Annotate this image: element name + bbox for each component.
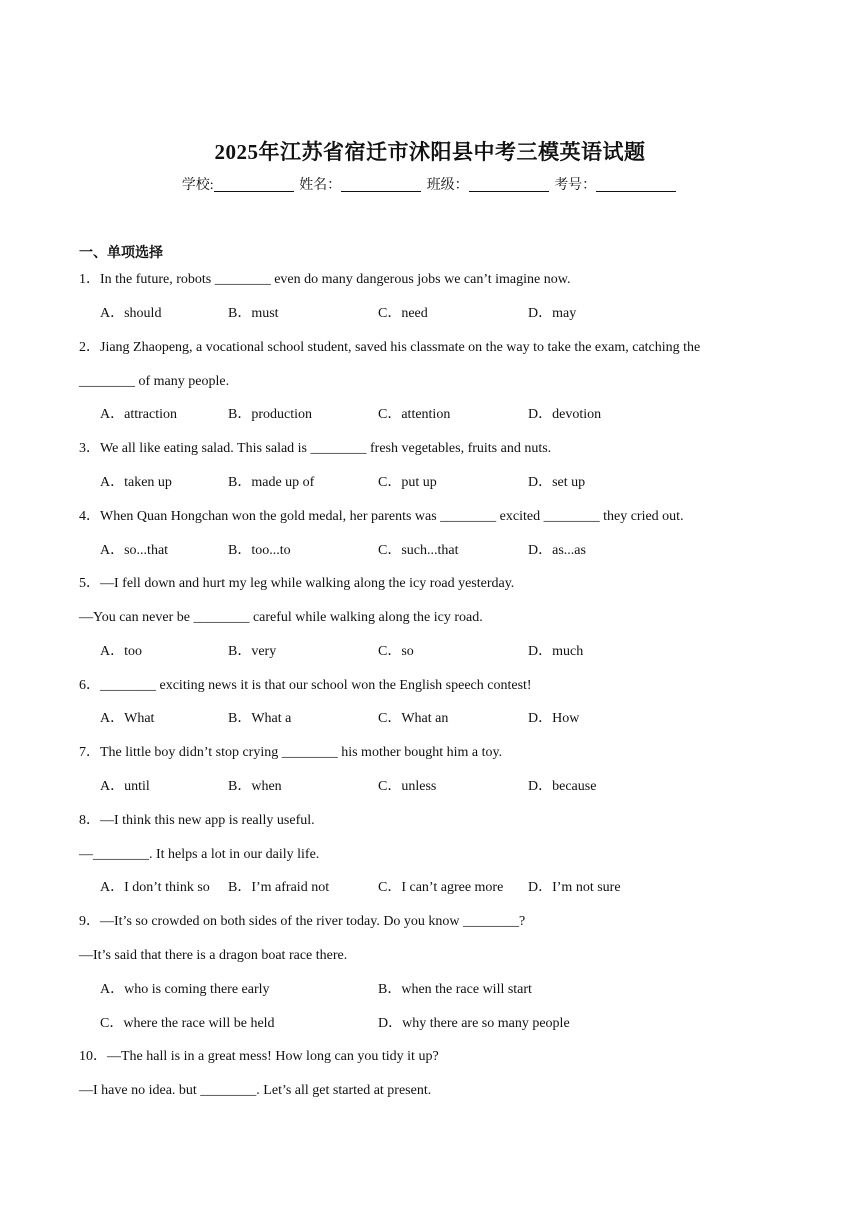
q6-option-c[interactable]: C．What an (378, 711, 449, 726)
q3-option-c[interactable]: C．put up (378, 475, 437, 490)
q2-option-a[interactable]: A．attraction (100, 407, 177, 422)
question-1-text: 1．In the future, robots ________ even do many dangerous jobs we can’t imagine now. (79, 272, 571, 287)
q5-option-c[interactable]: C．so (378, 644, 414, 659)
question-4-text: 4．When Quan Hongchan won the gold medal, her parents was ________ excited ________ they cried out. (79, 509, 684, 524)
q4-option-c[interactable]: C．such...that (378, 543, 459, 558)
q9-option-d[interactable]: D．why there are so many people (378, 1016, 570, 1031)
question-2-text-cont: ________ of many people. (79, 374, 230, 389)
question-3-text: 3．We all like eating salad. This salad is ________ fresh vegetables, fruits and nuts. (79, 441, 552, 456)
name-blank[interactable] (341, 177, 421, 192)
q8-option-c[interactable]: C．I can’t agree more (378, 880, 504, 895)
section-heading: 一、单项选择 (79, 245, 163, 261)
q4-option-d[interactable]: D．as...as (528, 543, 586, 558)
q2-option-d[interactable]: D．devotion (528, 407, 602, 422)
question-5-text-cont: —You can never be ________ careful while walking along the icy road. (79, 610, 483, 625)
exam-no-label: 考号： (554, 178, 597, 193)
question-7-text: 7．The little boy didn’t stop crying ________ his mother bought him a toy. (79, 745, 503, 760)
class-label: 班级： (426, 178, 469, 193)
question-10-text-cont: —I have no idea. but ________. Let’s all get started at present. (79, 1083, 432, 1098)
q1-option-c[interactable]: C．need (378, 306, 428, 321)
q5-option-d[interactable]: D．much (528, 644, 584, 659)
q8-option-d[interactable]: D．I’m not sure (528, 880, 621, 895)
q3-option-d[interactable]: D．set up (528, 475, 586, 490)
q4-option-b[interactable]: B．too...to (228, 543, 291, 558)
question-9-text-cont: —It’s said that there is a dragon boat race there. (79, 948, 348, 963)
school-label: 学校: (181, 178, 214, 193)
q7-option-d[interactable]: D．because (528, 779, 597, 794)
q1-option-b[interactable]: B．must (228, 306, 279, 321)
q3-option-b[interactable]: B．made up of (228, 475, 315, 490)
school-blank[interactable] (214, 177, 294, 192)
question-8-text-cont: —________. It helps a lot in our daily life. (79, 847, 320, 862)
exam-no-blank[interactable] (596, 177, 676, 192)
class-blank[interactable] (469, 177, 549, 192)
q4-option-a[interactable]: A．so...that (100, 543, 169, 558)
question-2-text: 2．Jiang Zhaopeng, a vocational school student, saved his classmate on the way to take the exam, catching the (79, 340, 701, 355)
q9-option-c[interactable]: C．where the race will be held (100, 1016, 275, 1031)
q8-option-b[interactable]: B．I’m afraid not (228, 880, 330, 895)
q9-option-a[interactable]: A．who is coming there early (100, 982, 270, 997)
q7-option-a[interactable]: A．until (100, 779, 150, 794)
q2-option-c[interactable]: C．attention (378, 407, 451, 422)
question-5-text: 5．—I fell down and hurt my leg while walking along the icy road yesterday. (79, 576, 515, 591)
q5-option-a[interactable]: A．too (100, 644, 142, 659)
question-10-text: 10．—The hall is in a great mess! How long can you tidy it up? (79, 1049, 439, 1064)
question-9-text: 9．—It’s so crowded on both sides of the river today. Do you know ________? (79, 914, 526, 929)
q6-option-a[interactable]: A．What (100, 711, 155, 726)
q7-option-c[interactable]: C．unless (378, 779, 437, 794)
q2-option-b[interactable]: B．production (228, 407, 312, 422)
page-title: 2025年江苏省宿迁市沭阳县中考三模英语试题 (214, 140, 646, 164)
q7-option-b[interactable]: B．when (228, 779, 282, 794)
q8-option-a[interactable]: A．I don’t think so (100, 880, 210, 895)
question-6-text: 6．________ exciting news it is that our school won the English speech contest! (79, 678, 532, 693)
question-8-text: 8．—I think this new app is really useful. (79, 813, 315, 828)
q1-option-a[interactable]: A．should (100, 306, 162, 321)
q3-option-a[interactable]: A．taken up (100, 475, 172, 490)
q9-option-b[interactable]: B．when the race will start (378, 982, 532, 997)
q6-option-d[interactable]: D．How (528, 711, 580, 726)
name-label: 姓名： (299, 178, 342, 193)
student-info-row (0, 174, 860, 194)
q6-option-b[interactable]: B．What a (228, 711, 292, 726)
q5-option-b[interactable]: B．very (228, 644, 277, 659)
q1-option-d[interactable]: D．may (528, 306, 577, 321)
